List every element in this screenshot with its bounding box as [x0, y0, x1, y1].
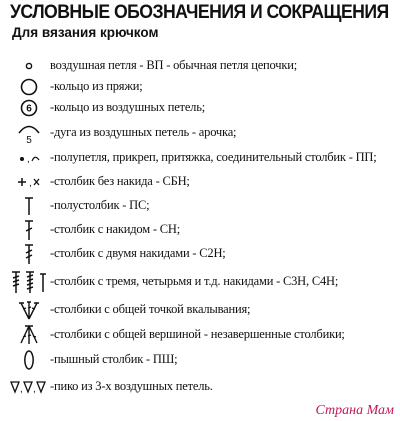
page-title: УСЛОВНЫЕ ОБОЗНАЧЕНИЯ И СОКРАЩЕНИЯ: [10, 2, 389, 23]
svg-text:,: ,: [29, 178, 32, 189]
legend-text: -столбик с накидом - СН;: [50, 222, 180, 236]
treble-crochet-icon: [8, 242, 50, 266]
legend-text: -пико из 3-х воздушных петель.: [50, 379, 213, 393]
legend-text: -столбик с двумя накидами - С2Н;: [50, 246, 226, 260]
legend-text: -столбик с тремя, четырьмя и т.д. накидами - С3Н, С4Н;: [50, 274, 339, 288]
legend-text: -дуга из воздушных петель - арочка;: [50, 125, 237, 139]
page-subtitle: Для вязания крючком: [12, 25, 159, 40]
picot-icon: [8, 375, 50, 399]
legend-row: [0, 96, 400, 120]
legend-text: -пышный столбик - ПШ;: [50, 352, 178, 366]
single-crochet-icon: [8, 170, 50, 194]
legend-text: -кольцо из воздушных петель;: [50, 100, 205, 114]
legend-row: [0, 146, 400, 170]
legend-row: [0, 194, 400, 218]
common-top-stitches-icon: [8, 323, 50, 347]
legend-row: [0, 218, 400, 242]
svg-text:,: ,: [27, 154, 30, 165]
puff-stitch-icon: [8, 348, 50, 372]
legend-text: -полустолбик - ПС;: [50, 198, 150, 212]
chain-arch-5-icon: [8, 121, 50, 145]
half-double-crochet-icon: [8, 194, 50, 218]
double-crochet-icon: [8, 218, 50, 242]
legend-row: [0, 298, 400, 322]
legend-text: воздушная петля - ВП - обычная петля цепочки;: [50, 58, 297, 72]
slip-stitch-icon: [8, 146, 50, 170]
multi-yarnover-stitches-icon: [8, 270, 50, 294]
watermark-logo: Страна Мам: [315, 403, 394, 418]
legend-row: [0, 242, 400, 266]
legend-text: -столбики с общей вершиной - незавершенные столбики;: [50, 327, 345, 341]
legend-row: [0, 121, 400, 145]
legend-row: [0, 375, 400, 399]
legend-row: [0, 323, 400, 347]
legend-text: -столбики с общей точкой вкалывания;: [50, 302, 251, 316]
legend-text: -столбик без накида - СБН;: [50, 174, 190, 188]
svg-text:,: ,: [33, 384, 36, 395]
legend-row: [0, 348, 400, 372]
legend-row: [0, 170, 400, 194]
common-base-stitches-icon: [8, 298, 50, 322]
svg-text:5: 5: [26, 135, 32, 146]
legend-text: -полупетля, прикреп, притяжка, соединительный столбик - ПП;: [50, 150, 377, 164]
legend-row: [0, 270, 400, 294]
svg-text:,: ,: [20, 384, 23, 395]
chain-ring-6-icon: [8, 96, 50, 120]
legend-text: -кольцо из пряжи;: [50, 79, 143, 93]
svg-text:6: 6: [26, 103, 32, 115]
